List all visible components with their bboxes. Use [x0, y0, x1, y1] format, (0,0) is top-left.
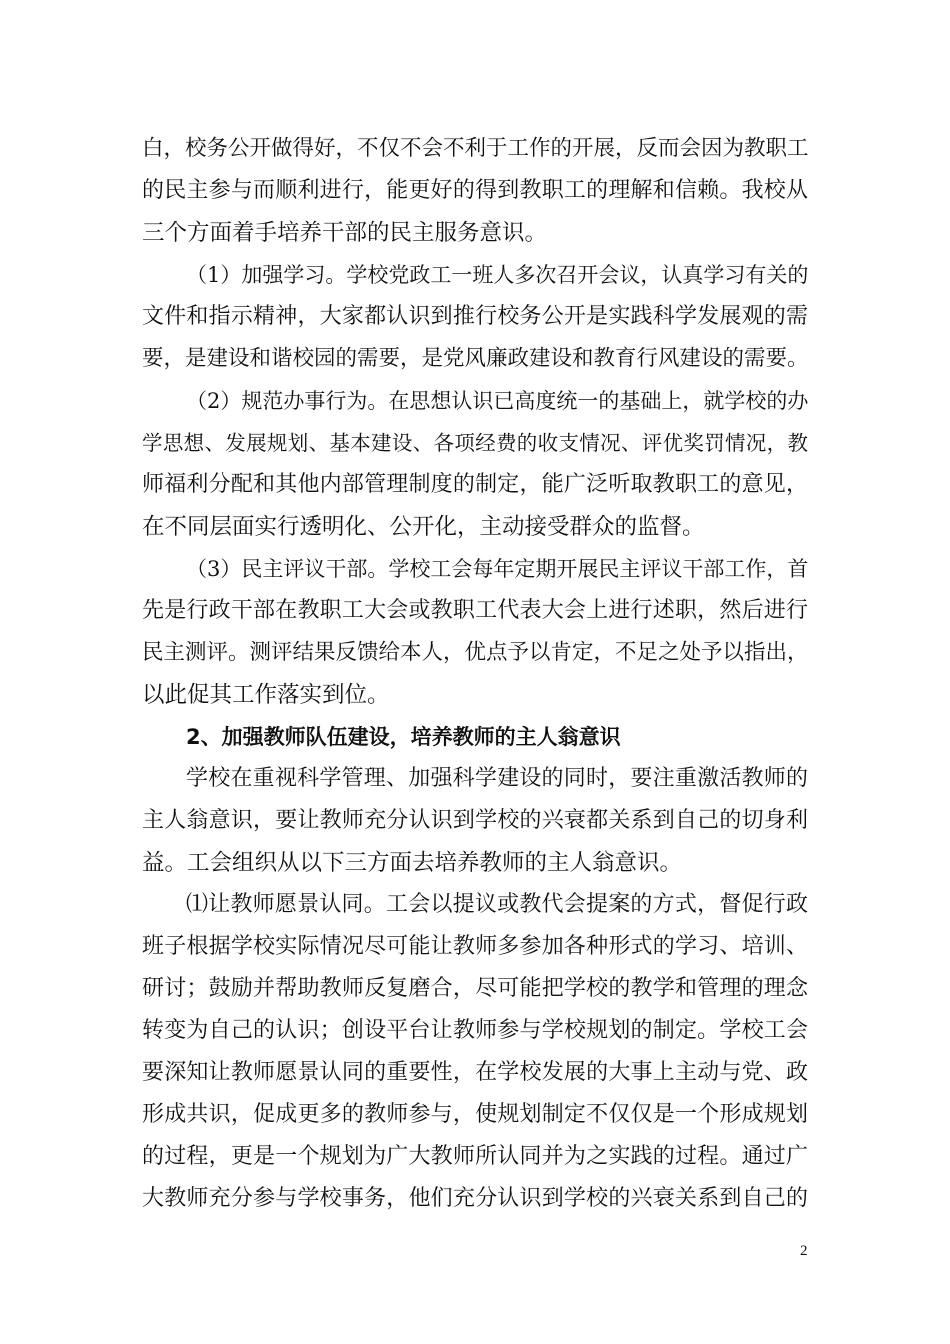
paragraph-line: 白，校务公开做得好，不仅不会不利于工作的开展，反而会因为教职工 [142, 136, 809, 161]
paragraph-line: 先是行政干部在教职工大会或教职工代表大会上进行述职，然后进行 [142, 598, 808, 623]
paragraph-line: 民主测评。测评结果反馈给本人，优点予以肯定，不足之处予以指出， [142, 640, 809, 665]
paragraph-line: 学思想、发展规划、基本建设、各项经费的收支情况、评优奖罚情况，教 [142, 431, 808, 455]
paragraph-line: 学校在重视科学管理、加强科学建设的同时，要注重激活教师的 [186, 766, 808, 791]
section-heading: 2、加强教师队伍建设，培养教师的主人翁意识 [186, 725, 621, 749]
paragraph-line: ⑴让教师愿景认同。工会以提议或教代会提案的方式，督促行政 [186, 892, 808, 917]
paragraph-line: 益。工会组织从以下三方面去培养教师的主人翁意识。 [142, 850, 683, 876]
paragraph-line: 研讨；鼓励并帮助教师反复磨合，尽可能把学校的教学和管理的理念 [142, 976, 808, 1001]
paragraph-line: 班子根据学校实际情况尽可能让教师多参加各种形式的学习、培训、 [142, 934, 808, 959]
paragraph-line: 的民主参与而顺利进行，能更好的得到教职工的理解和信赖。我校从 [142, 178, 808, 203]
paragraph-line: 大教师充分参与学校事务，他们充分认识到学校的兴衰关系到自己的 [142, 1186, 808, 1211]
paragraph-line: 形成共识，促成更多的教师参与，使规划制定不仅仅是一个形成规划 [142, 1102, 808, 1127]
paragraph-line: 三个方面着手培养干部的民主服务意识。 [142, 220, 548, 246]
paragraph-line: （3）民主评议干部。学校工会每年定期开展民主评议干部工作，首 [186, 557, 809, 581]
paragraph-line: 文件和指示精神，大家都认识到推行校务公开是实践科学发展观的需 [142, 304, 808, 329]
paragraph-line: 要，是建设和谐校园的需要，是党风廉政建设和教育行风建设的需要。 [142, 346, 809, 371]
paragraph-line: 以此促其工作落实到位。 [142, 682, 390, 708]
paragraph-line: 要深知让教师愿景认同的重要性，在学校发展的大事上主动与党、政 [142, 1060, 808, 1085]
paragraph-line: （2）规范办事行为。在思想认识已高度统一的基础上，就学校的办 [186, 389, 809, 413]
page-number: 2 [800, 1243, 808, 1259]
paragraph-line: 转变为自己的认识；创设平台让教师参与学校规划的制定。学校工会 [142, 1018, 808, 1043]
paragraph-line: 主人翁意识，要让教师充分认识到学校的兴衰都关系到自己的切身利 [142, 808, 808, 833]
paragraph-line: （1）加强学习。学校党政工一班人多次召开会议，认真学习有关的 [186, 263, 809, 287]
paragraph-line: 在不同层面实行透明化、公开化，主动接受群众的监督。 [142, 514, 705, 540]
paragraph-line: 师福利分配和其他内部管理制度的制定，能广泛听取教职工的意见， [142, 472, 808, 497]
paragraph-line: 的过程，更是一个规划为广大教师所认同并为之实践的过程。通过广 [142, 1144, 808, 1169]
